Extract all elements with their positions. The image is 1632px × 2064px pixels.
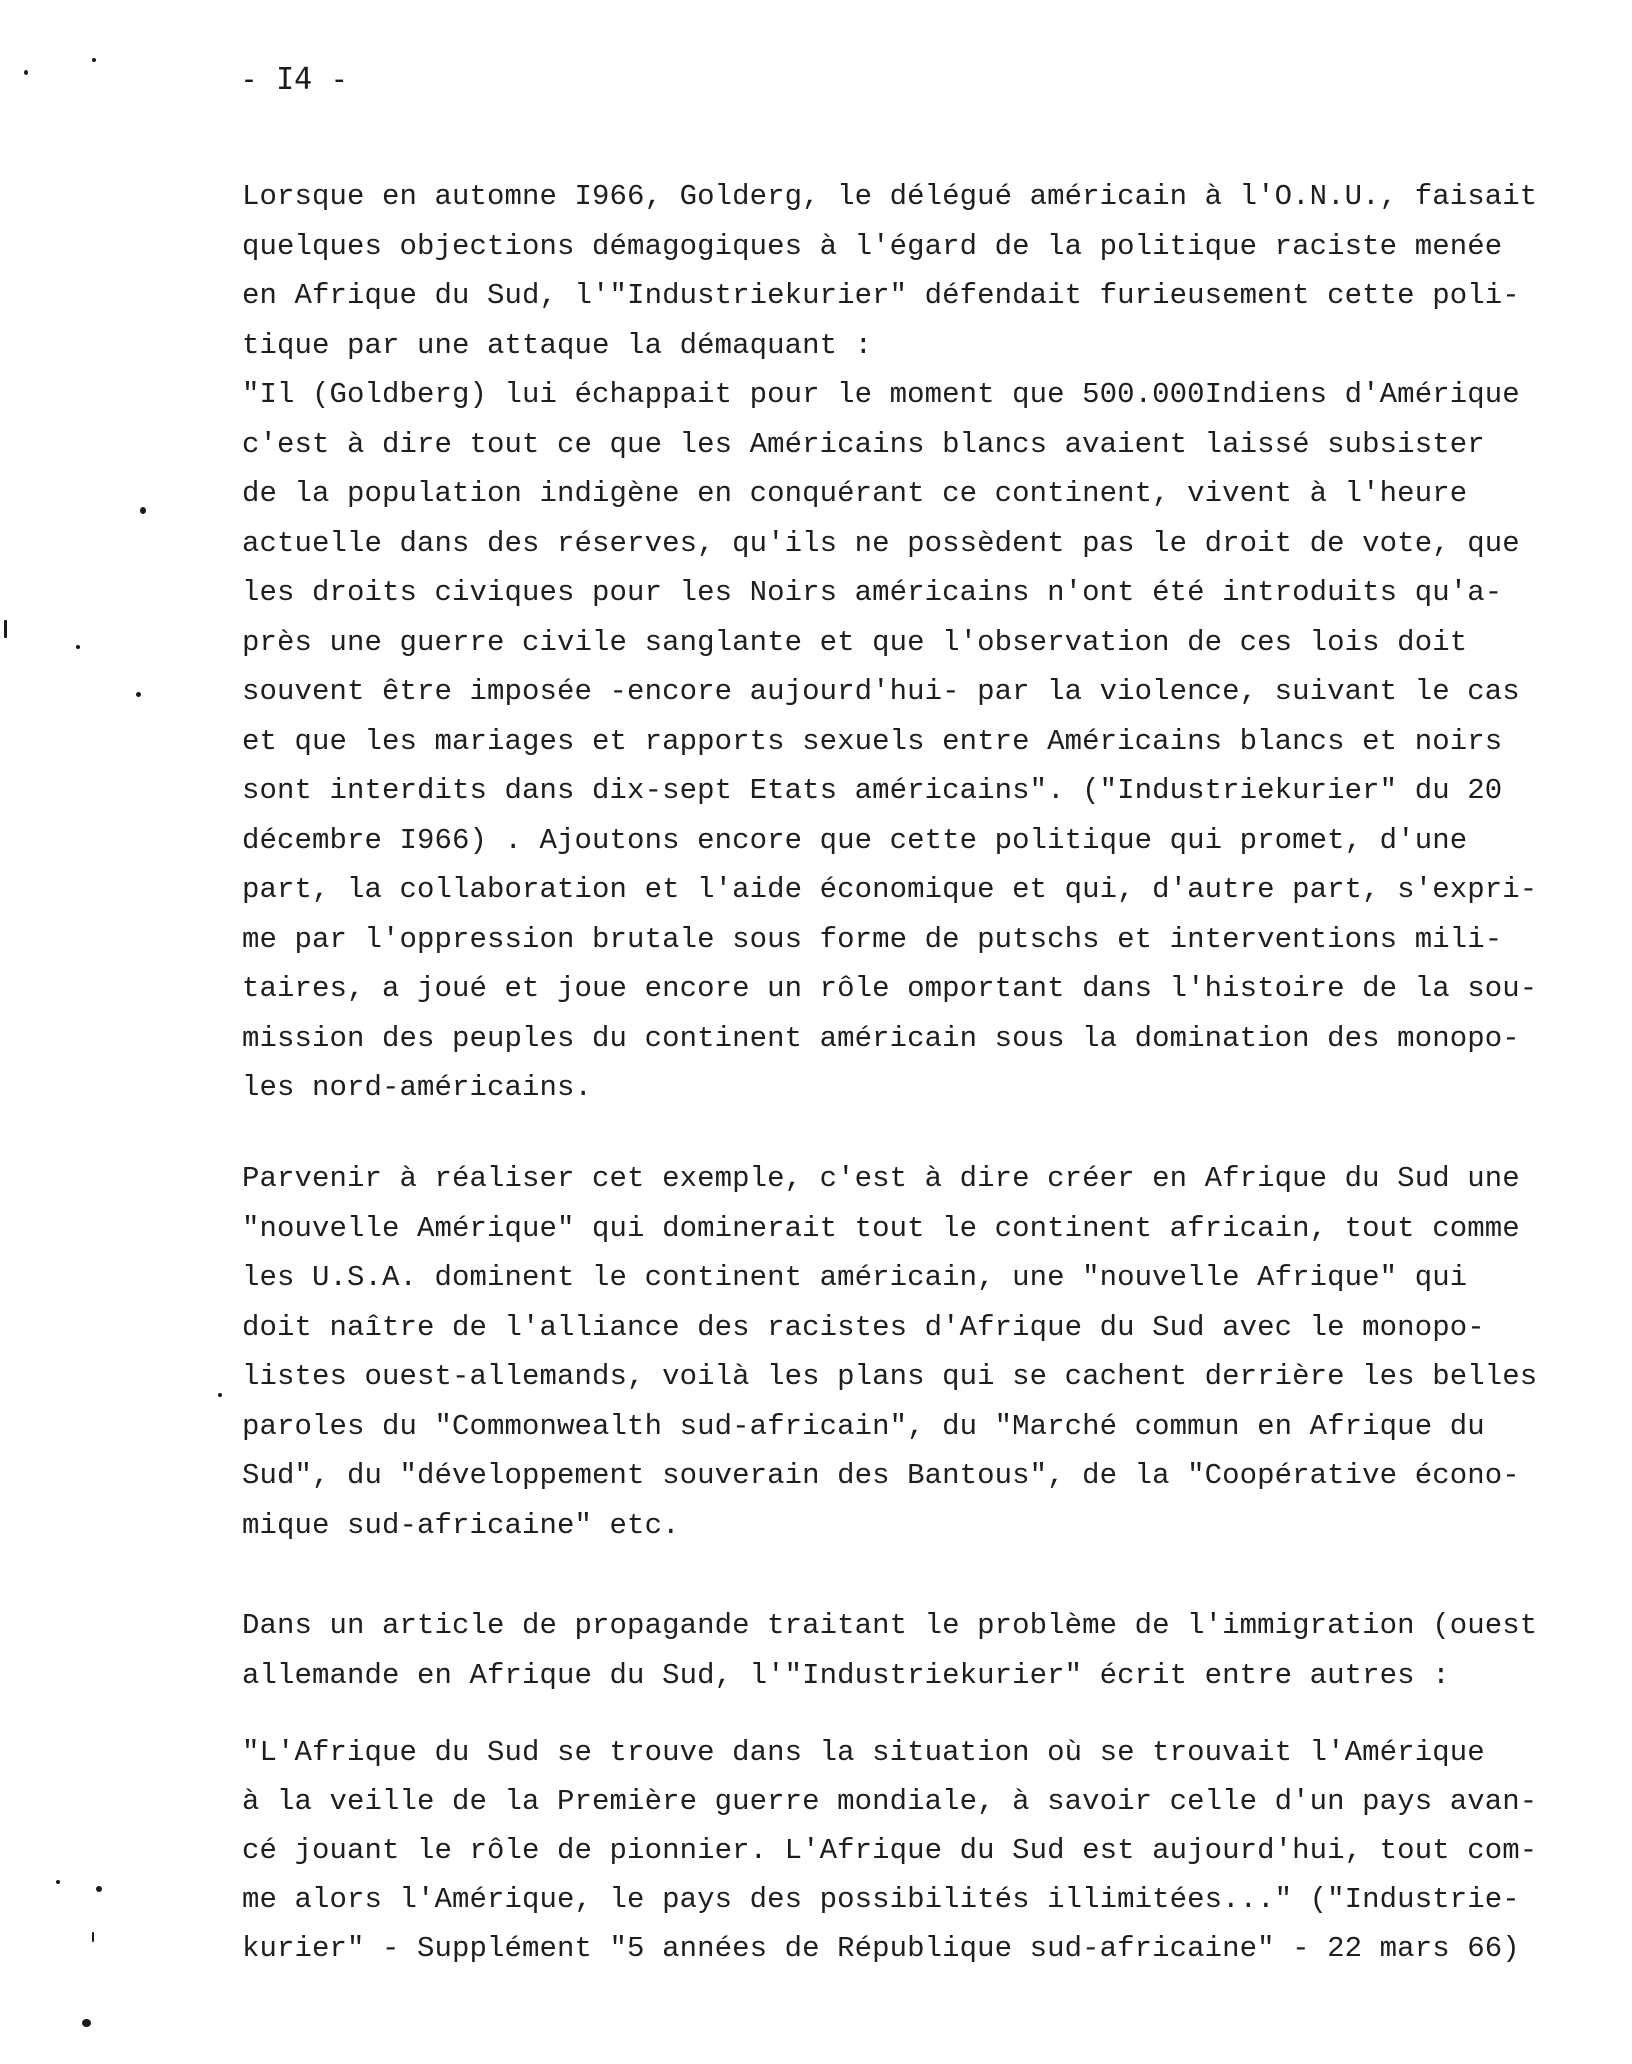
text-line: paroles du "Commonwealth sud-africain", du "Marché commun en Afrique du <box>242 1409 1485 1443</box>
text-line: quelques objections démagogiques à l'égard de la politique raciste menée <box>242 229 1503 263</box>
scan-speck <box>76 645 80 649</box>
scan-speck <box>4 620 7 638</box>
text-line: les U.S.A. dominent le continent américain, une "nouvelle Afrique" qui <box>242 1261 1468 1294</box>
text-line: de la population indigène en conquérant ce continent, vivent à l'heure <box>242 477 1468 510</box>
text-line: tique par une attaque la démaquant : <box>242 328 873 362</box>
text-line: décembre I966) . Ajoutons encore que cette politique qui promet, d'une <box>242 823 1468 857</box>
text-line: me alors l'Amérique, le pays des possibilités illimitées..." ("Industrie- <box>242 1883 1520 1916</box>
text-line: mission des peuples du continent américain sous la domination des monopo- <box>242 1021 1520 1055</box>
text-line: mique sud-africaine" etc. <box>242 1508 680 1542</box>
text-line: c'est à dire tout ce que les Américains blancs avaient laissé subsister <box>242 427 1485 461</box>
scan-speck <box>140 507 146 514</box>
paragraph-nouvelle-amerique <box>242 1154 1537 1550</box>
scan-speck <box>24 70 28 75</box>
paragraph-quotation <box>242 1728 1537 1973</box>
text-line: et que les mariages et rapports sexuels entre Américains blancs et noirs <box>242 724 1503 758</box>
text-line: Parvenir à réaliser cet exemple, c'est à dire créer en Afrique du Sud une <box>242 1162 1520 1195</box>
scan-speck <box>92 1932 94 1942</box>
text-line: près une guerre civile sanglante et que l'observation de ces lois doit <box>242 625 1468 659</box>
scan-speck <box>96 1886 102 1892</box>
text-line: allemande en Afrique du Sud, l'"Industriekurier" écrit entre autres : <box>242 1658 1450 1692</box>
text-line: les nord-américains. <box>242 1071 593 1104</box>
text-line: "nouvelle Amérique" qui dominerait tout le continent africain, tout comme <box>242 1211 1520 1245</box>
text-line: "Il (Goldberg) lui échappait pour le moment que 500.000Indiens d'Amérique <box>242 378 1520 411</box>
text-line: me par l'oppression brutale sous forme de putschs et interventions mili- <box>242 922 1503 956</box>
text-line: souvent être imposée -encore aujourd'hui- par la violence, suivant le cas <box>242 675 1520 708</box>
text-line: Dans un article de propagande traitant le problème de l'immigration (ouest <box>242 1609 1538 1642</box>
scan-speck <box>218 1393 222 1397</box>
scan-speck <box>82 2019 91 2027</box>
text-line: listes ouest-allemands, voilà les plans qui se cachent derrière les belles <box>242 1360 1538 1393</box>
text-line: Sud", du "développement souverain des Bantous", de la "Coopérative écono- <box>242 1459 1520 1492</box>
text-line: les droits civiques pour les Noirs américains n'ont été introduits qu'a- <box>242 576 1503 609</box>
text-line: taires, a joué et joue encore un rôle omportant dans l'histoire de la sou- <box>242 972 1538 1005</box>
text-line: kurier" - Supplément "5 années de République sud-africaine" - 22 mars 66) <box>242 1932 1520 1965</box>
scan-speck <box>136 692 141 697</box>
scan-speck <box>92 58 96 62</box>
text-line: doit naître de l'alliance des racistes d'Afrique du Sud avec le monopo- <box>242 1310 1485 1344</box>
paragraph-immigration <box>242 1601 1537 1700</box>
scan-speck <box>56 1880 60 1884</box>
text-line: cé jouant le rôle de pionnier. L'Afrique du Sud est aujourd'hui, tout com- <box>242 1834 1538 1867</box>
text-line: part, la collaboration et l'aide économique et qui, d'autre part, s'expri- <box>242 873 1538 906</box>
text-line: en Afrique du Sud, l'"Industriekurier" défendait furieusement cette poli- <box>242 279 1520 312</box>
paragraph-goldberg <box>242 172 1537 1113</box>
text-line: Lorsque en automne I966, Golderg, le délégué américain à l'O.N.U., faisait <box>242 180 1538 213</box>
text-line: à la veille de la Première guerre mondiale, à savoir celle d'un pays avan- <box>242 1785 1538 1818</box>
text-line: "L'Afrique du Sud se trouve dans la situation où se trouvait l'Amérique <box>242 1736 1485 1769</box>
text-line: actuelle dans des réserves, qu'ils ne possèdent pas le droit de vote, que <box>242 526 1520 560</box>
text-line: sont interdits dans dix-sept Etats américains". ("Industriekurier" du 20 <box>242 774 1503 807</box>
page-number: - I4 - <box>240 62 349 97</box>
